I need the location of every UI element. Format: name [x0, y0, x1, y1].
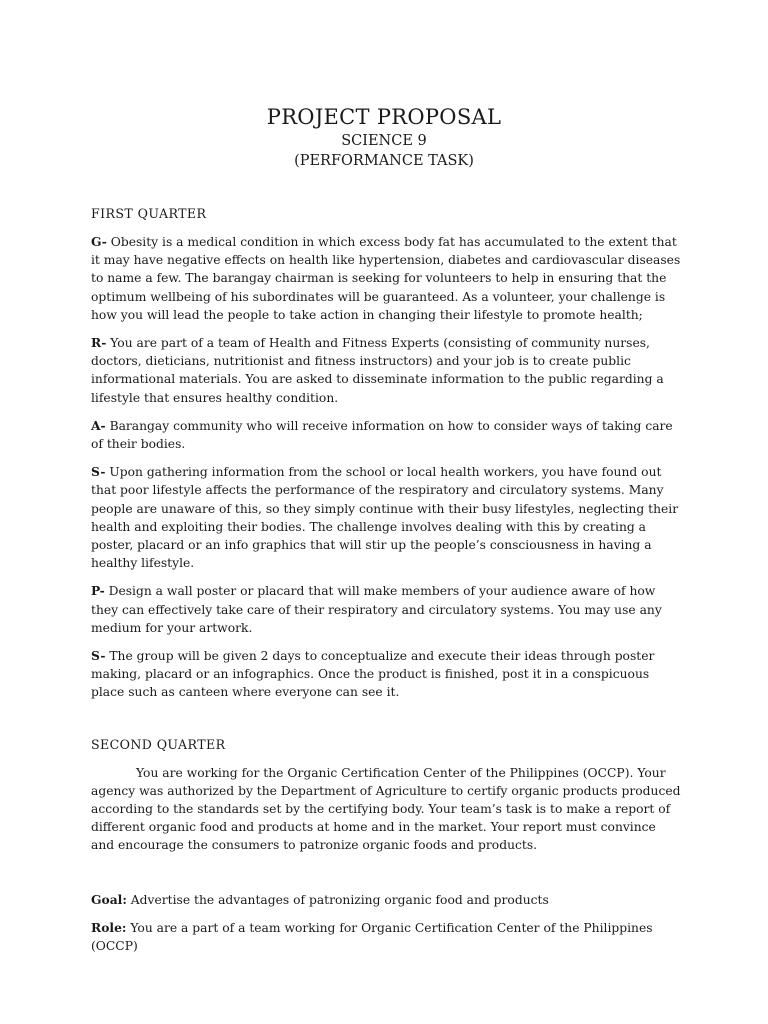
section-spacer: [91, 712, 681, 736]
role-text: You are a part of a team working for Organic Certification Center of the Philippines (OCCP): [91, 920, 653, 954]
role-label: Role:: [91, 919, 127, 935]
section-spacer: [91, 865, 681, 891]
grasps-text: Barangay community who will receive information on how to consider ways of taking care of their bodies.: [91, 418, 673, 452]
second-quarter-intro: You are working for the Organic Certification Center of the Philippines (OCCP). Your agency was authorized by the Department of Agriculture to certify organic products produced according to the standards set by the certifying body. Your team’s task is to make a report of different organic food and products at home and in the market. Your report must convince and encourage the consumers to patronize organic foods and products.: [91, 765, 681, 853]
document-task-label: (PERFORMANCE TASK): [294, 153, 474, 169]
grasps-product-paragraph: [91, 582, 681, 637]
section-heading-second-quarter: SECOND QUARTER: [91, 736, 226, 752]
goal-paragraph: [91, 891, 681, 909]
grasps-text: Design a wall poster or placard that will make members of your audience aware of how they can effectively take care of their respiratory and circulatory systems. You may use any medium for your artwork.: [91, 584, 662, 635]
grasps-letter: S-: [91, 464, 106, 480]
grasps-text: You are part of a team of Health and Fitness Experts (consisting of community nurses, doctors, dieticians, nutritionist and fitness instructors) and your job is to create public informational materials. You are asked to disseminate information to the public regarding a lifestyle that ensures healthy condition.: [91, 336, 664, 405]
grasps-text: Obesity is a medical condition in which excess body fat has accumulated to the extent that it may have negative effects on health like hypertension, diabetes and cardiovascular diseases to name a few. The barangay chairman is seeking for volunteers to help in ensuring that the optimum wellbeing of his subordinates will be guaranteed. As a volunteer, your challenge is how you will lead the people to take action in changing their lifestyle to promote health;: [91, 235, 681, 322]
document-subject: SCIENCE 9: [341, 133, 427, 149]
grasps-role-paragraph: [91, 334, 681, 407]
grasps-letter: A-: [91, 417, 106, 433]
grasps-goal-paragraph: [91, 233, 681, 324]
goal-text: Advertise the advantages of patronizing organic food and products: [126, 892, 549, 907]
section-heading-first-quarter: FIRST QUARTER: [91, 206, 207, 221]
document-title: PROJECT PROPOSAL: [266, 105, 502, 129]
goal-label: Goal:: [91, 891, 127, 907]
grasps-standards-paragraph: [91, 647, 681, 702]
grasps-text: The group will be given 2 days to conceptualize and execute their ideas through poster making, placard or an infographics. Once the product is finished, post it in a conspicuous place such as canteen where everyone can see it.: [91, 649, 655, 700]
grasps-letter: S-: [91, 648, 106, 664]
role-paragraph: [91, 919, 681, 955]
grasps-audience-paragraph: [91, 417, 681, 453]
title-block: [0, 103, 768, 171]
grasps-letter: R-: [91, 335, 107, 351]
document-body: [91, 205, 681, 965]
grasps-letter: P-: [91, 583, 105, 599]
grasps-text: Upon gathering information from the school or local health workers, you have found out that poor lifestyle affects the performance of the respiratory and circulatory systems. Many people are unaware of this, so they simply continue with their busy lifestyles, neglecting their health and exploiting their bodies. The challenge involves dealing with this by creating a poster, placard or an info graphics that will stir up the people’s consciousness in having a healthy lifestyle.: [91, 465, 679, 571]
grasps-situation-paragraph: [91, 463, 681, 572]
grasps-letter: G-: [91, 234, 107, 249]
